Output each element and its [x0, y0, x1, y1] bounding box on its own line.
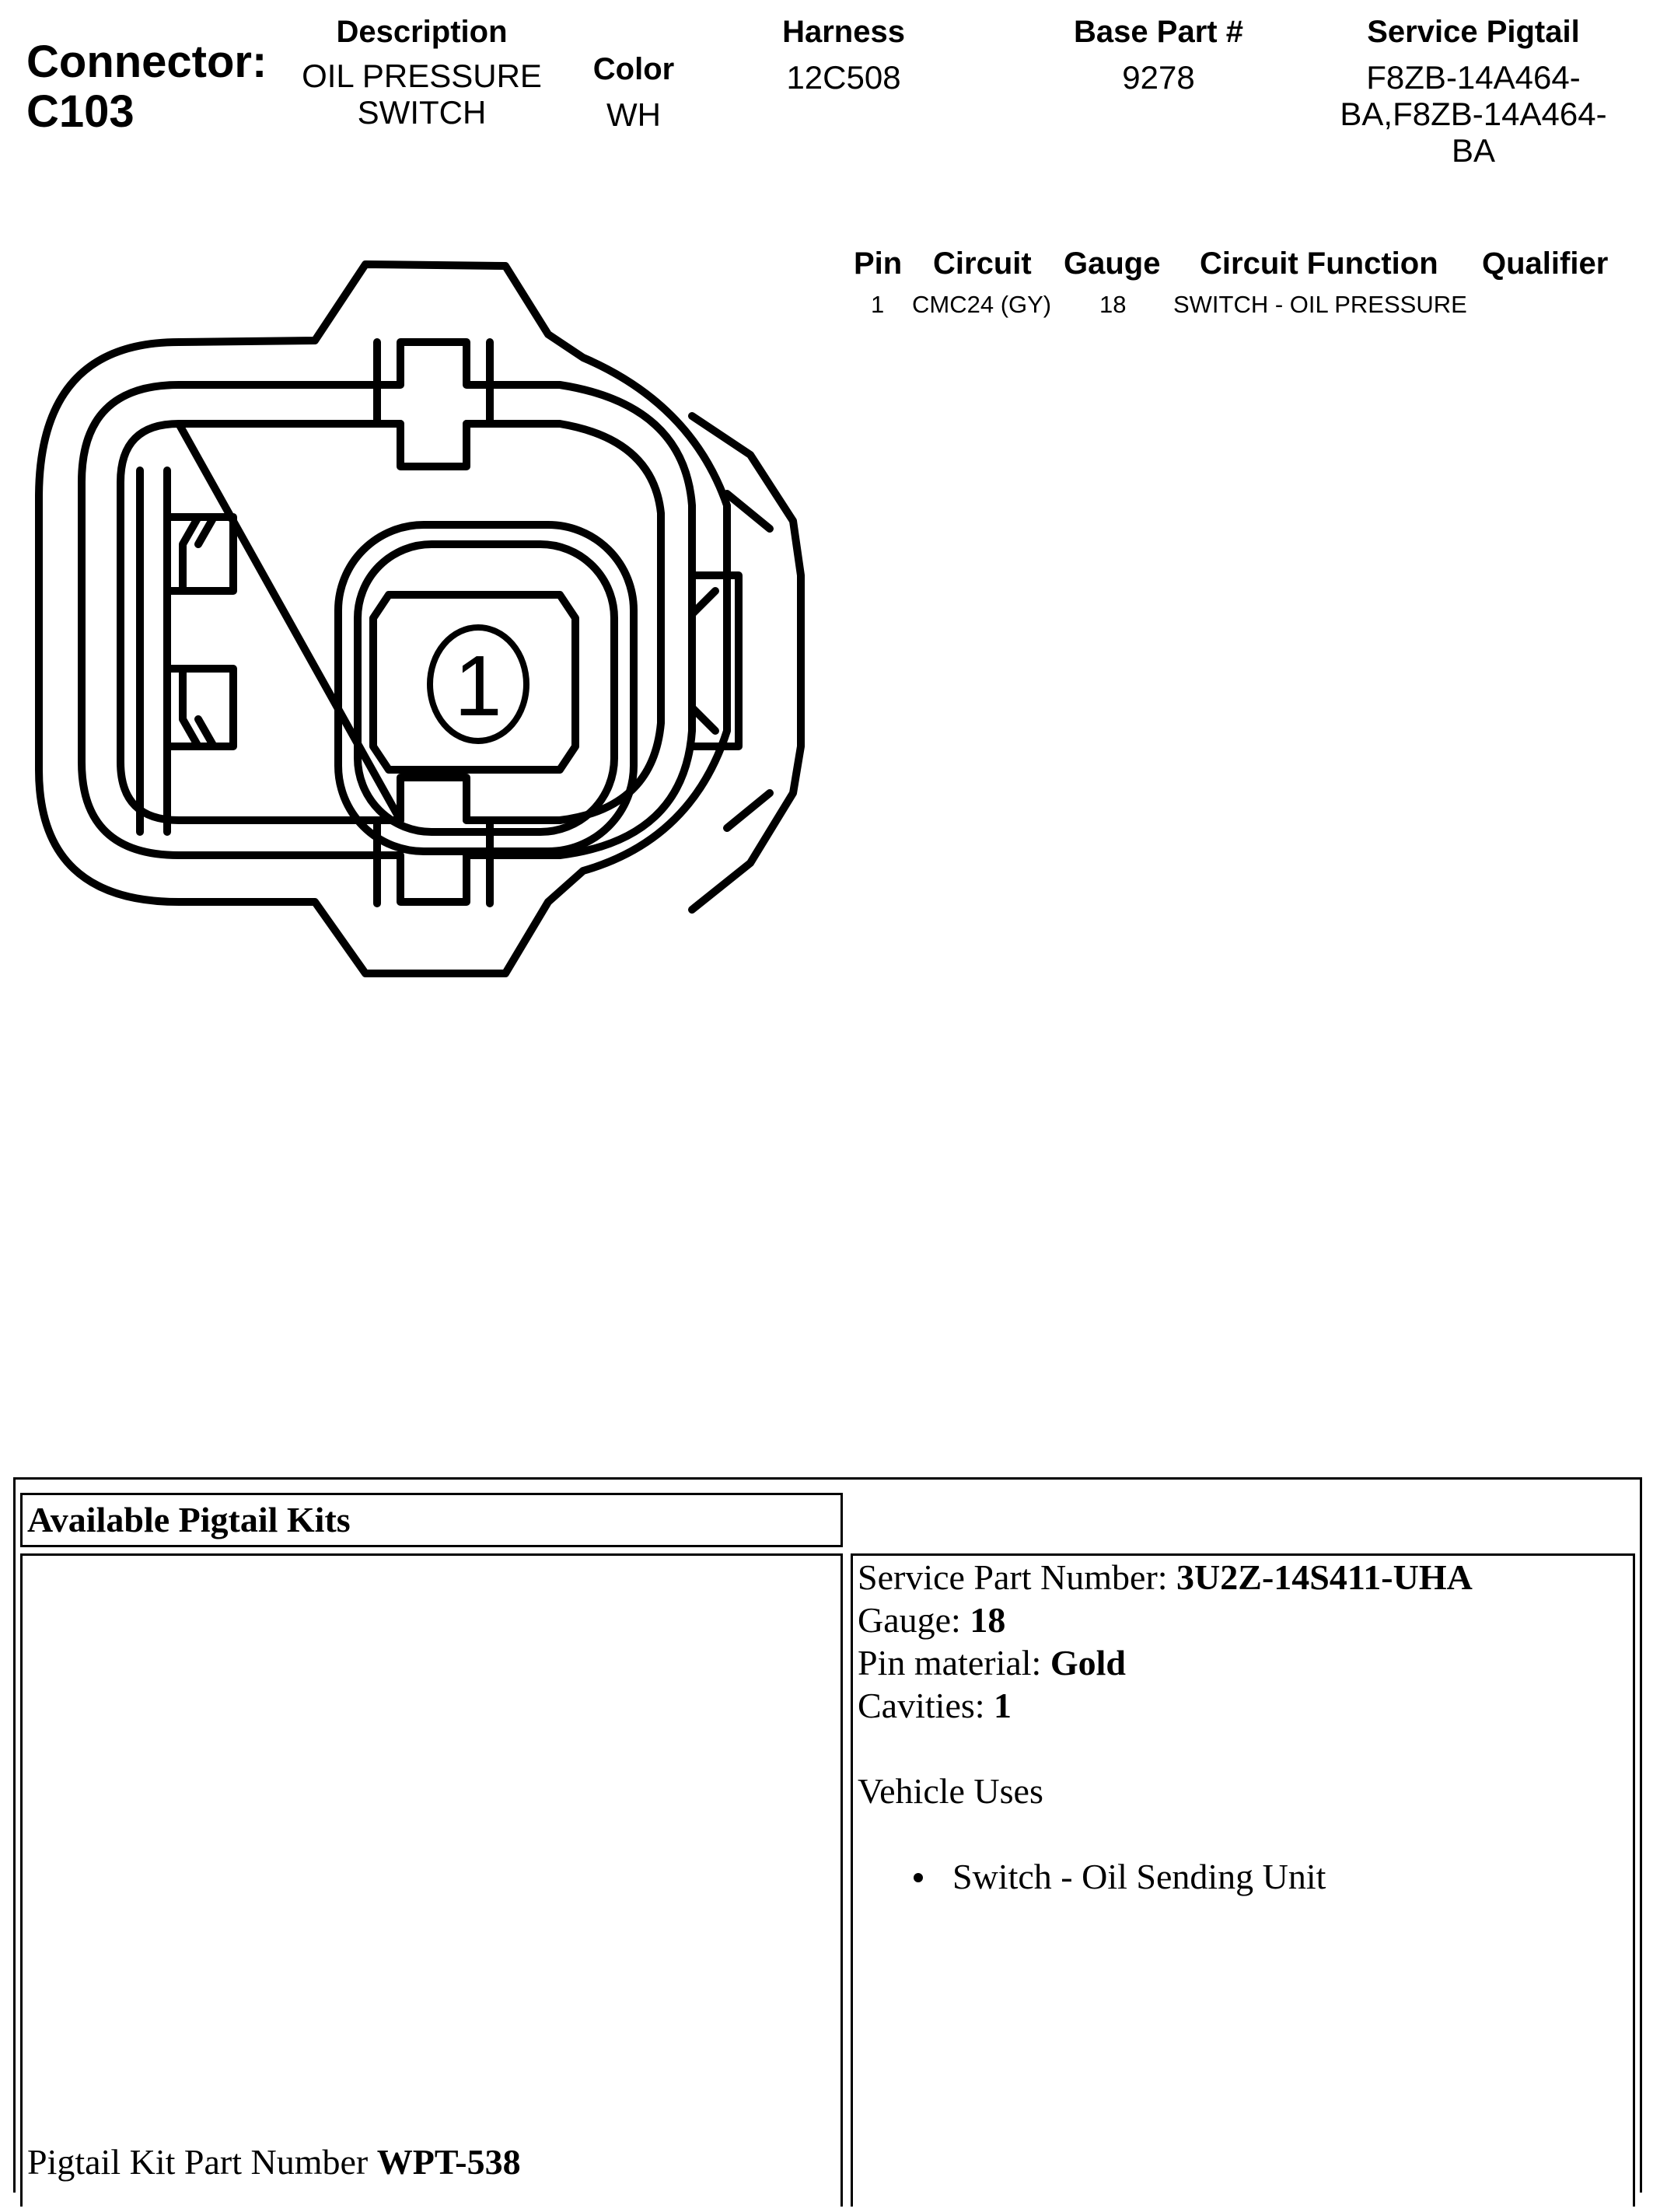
left-ribs — [140, 470, 167, 832]
kit-part-number — [27, 2140, 521, 2183]
service-part-value: 3U2Z-14S411-UHA — [1176, 1557, 1473, 1597]
gauge-value: 18 — [970, 1600, 1006, 1640]
gauge-label: Gauge: — [858, 1600, 970, 1640]
service-part-label: Service Part Number: — [858, 1557, 1177, 1597]
kit-details — [858, 1556, 1473, 1898]
cavity-frame — [121, 424, 661, 820]
description-header: Description — [336, 15, 508, 49]
service-pigtail-value — [1314, 59, 1633, 169]
pin-header: Pin — [854, 246, 903, 281]
description-line-1: OIL PRESSURE — [302, 58, 542, 94]
kit-part-value: WPT-538 — [376, 2142, 521, 2182]
vehicle-uses-label: Vehicle Uses — [858, 1771, 1043, 1811]
pin-1-label: 1 — [454, 638, 502, 734]
color-header: Color — [592, 52, 675, 86]
kits-right-cell — [851, 1553, 1635, 2207]
base-part-value: 9278 — [1122, 59, 1195, 96]
right-fin — [692, 416, 801, 910]
left-tabs — [167, 517, 233, 746]
service-part-line — [858, 1556, 1473, 1599]
circuit-function-header: Circuit Function — [1200, 246, 1438, 281]
service-pigtail-header: Service Pigtail — [1367, 15, 1580, 49]
right-lock — [692, 575, 739, 746]
connector-id: C103 — [26, 86, 135, 137]
pigtail-line-2: BA,F8ZB-14A464- — [1340, 96, 1607, 132]
gauge-header: Gauge — [1064, 246, 1161, 281]
pin-material-value: Gold — [1050, 1643, 1126, 1683]
cavities-label: Cavities: — [858, 1686, 994, 1725]
kits-title: Available Pigtail Kits — [27, 1500, 351, 1539]
kits-title-cell — [20, 1493, 843, 1547]
pigtail-line-1: F8ZB-14A464- — [1366, 59, 1581, 96]
top-latch — [377, 342, 490, 467]
vehicle-use-text: Switch - Oil Sending Unit — [952, 1857, 1326, 1896]
connector-title — [26, 37, 267, 137]
cavities-line — [858, 1684, 1473, 1727]
color-value: WH — [606, 96, 661, 133]
circuit-header: Circuit — [933, 246, 1032, 281]
harness-value: 12C508 — [786, 59, 901, 96]
description-line-2: SWITCH — [357, 94, 487, 131]
kits-left-cell — [20, 1553, 843, 2207]
bottom-latch — [377, 778, 490, 903]
vehicle-use-item — [858, 1855, 1473, 1898]
description-value — [288, 58, 556, 131]
row-gauge: 18 — [1099, 291, 1127, 318]
pin-material-line — [858, 1641, 1473, 1684]
row-pin: 1 — [871, 291, 885, 318]
cavities-value: 1 — [994, 1686, 1012, 1725]
base-part-header: Base Part # — [1074, 15, 1243, 49]
kit-part-label: Pigtail Kit Part Number — [27, 2142, 377, 2182]
qualifier-header: Qualifier — [1482, 246, 1609, 281]
right-fin-inner — [727, 494, 770, 828]
gauge-line — [858, 1599, 1473, 1641]
connector-label: Connector: — [26, 37, 267, 87]
pin-material-label: Pin material: — [858, 1643, 1050, 1683]
bullet-icon — [914, 1873, 923, 1882]
pigtail-line-3: BA — [1451, 132, 1496, 169]
row-circuit: CMC24 (GY) — [912, 291, 1052, 318]
connector-face-diagram — [23, 249, 824, 1135]
row-function: SWITCH - OIL PRESSURE — [1173, 291, 1467, 318]
harness-header: Harness — [782, 15, 905, 49]
